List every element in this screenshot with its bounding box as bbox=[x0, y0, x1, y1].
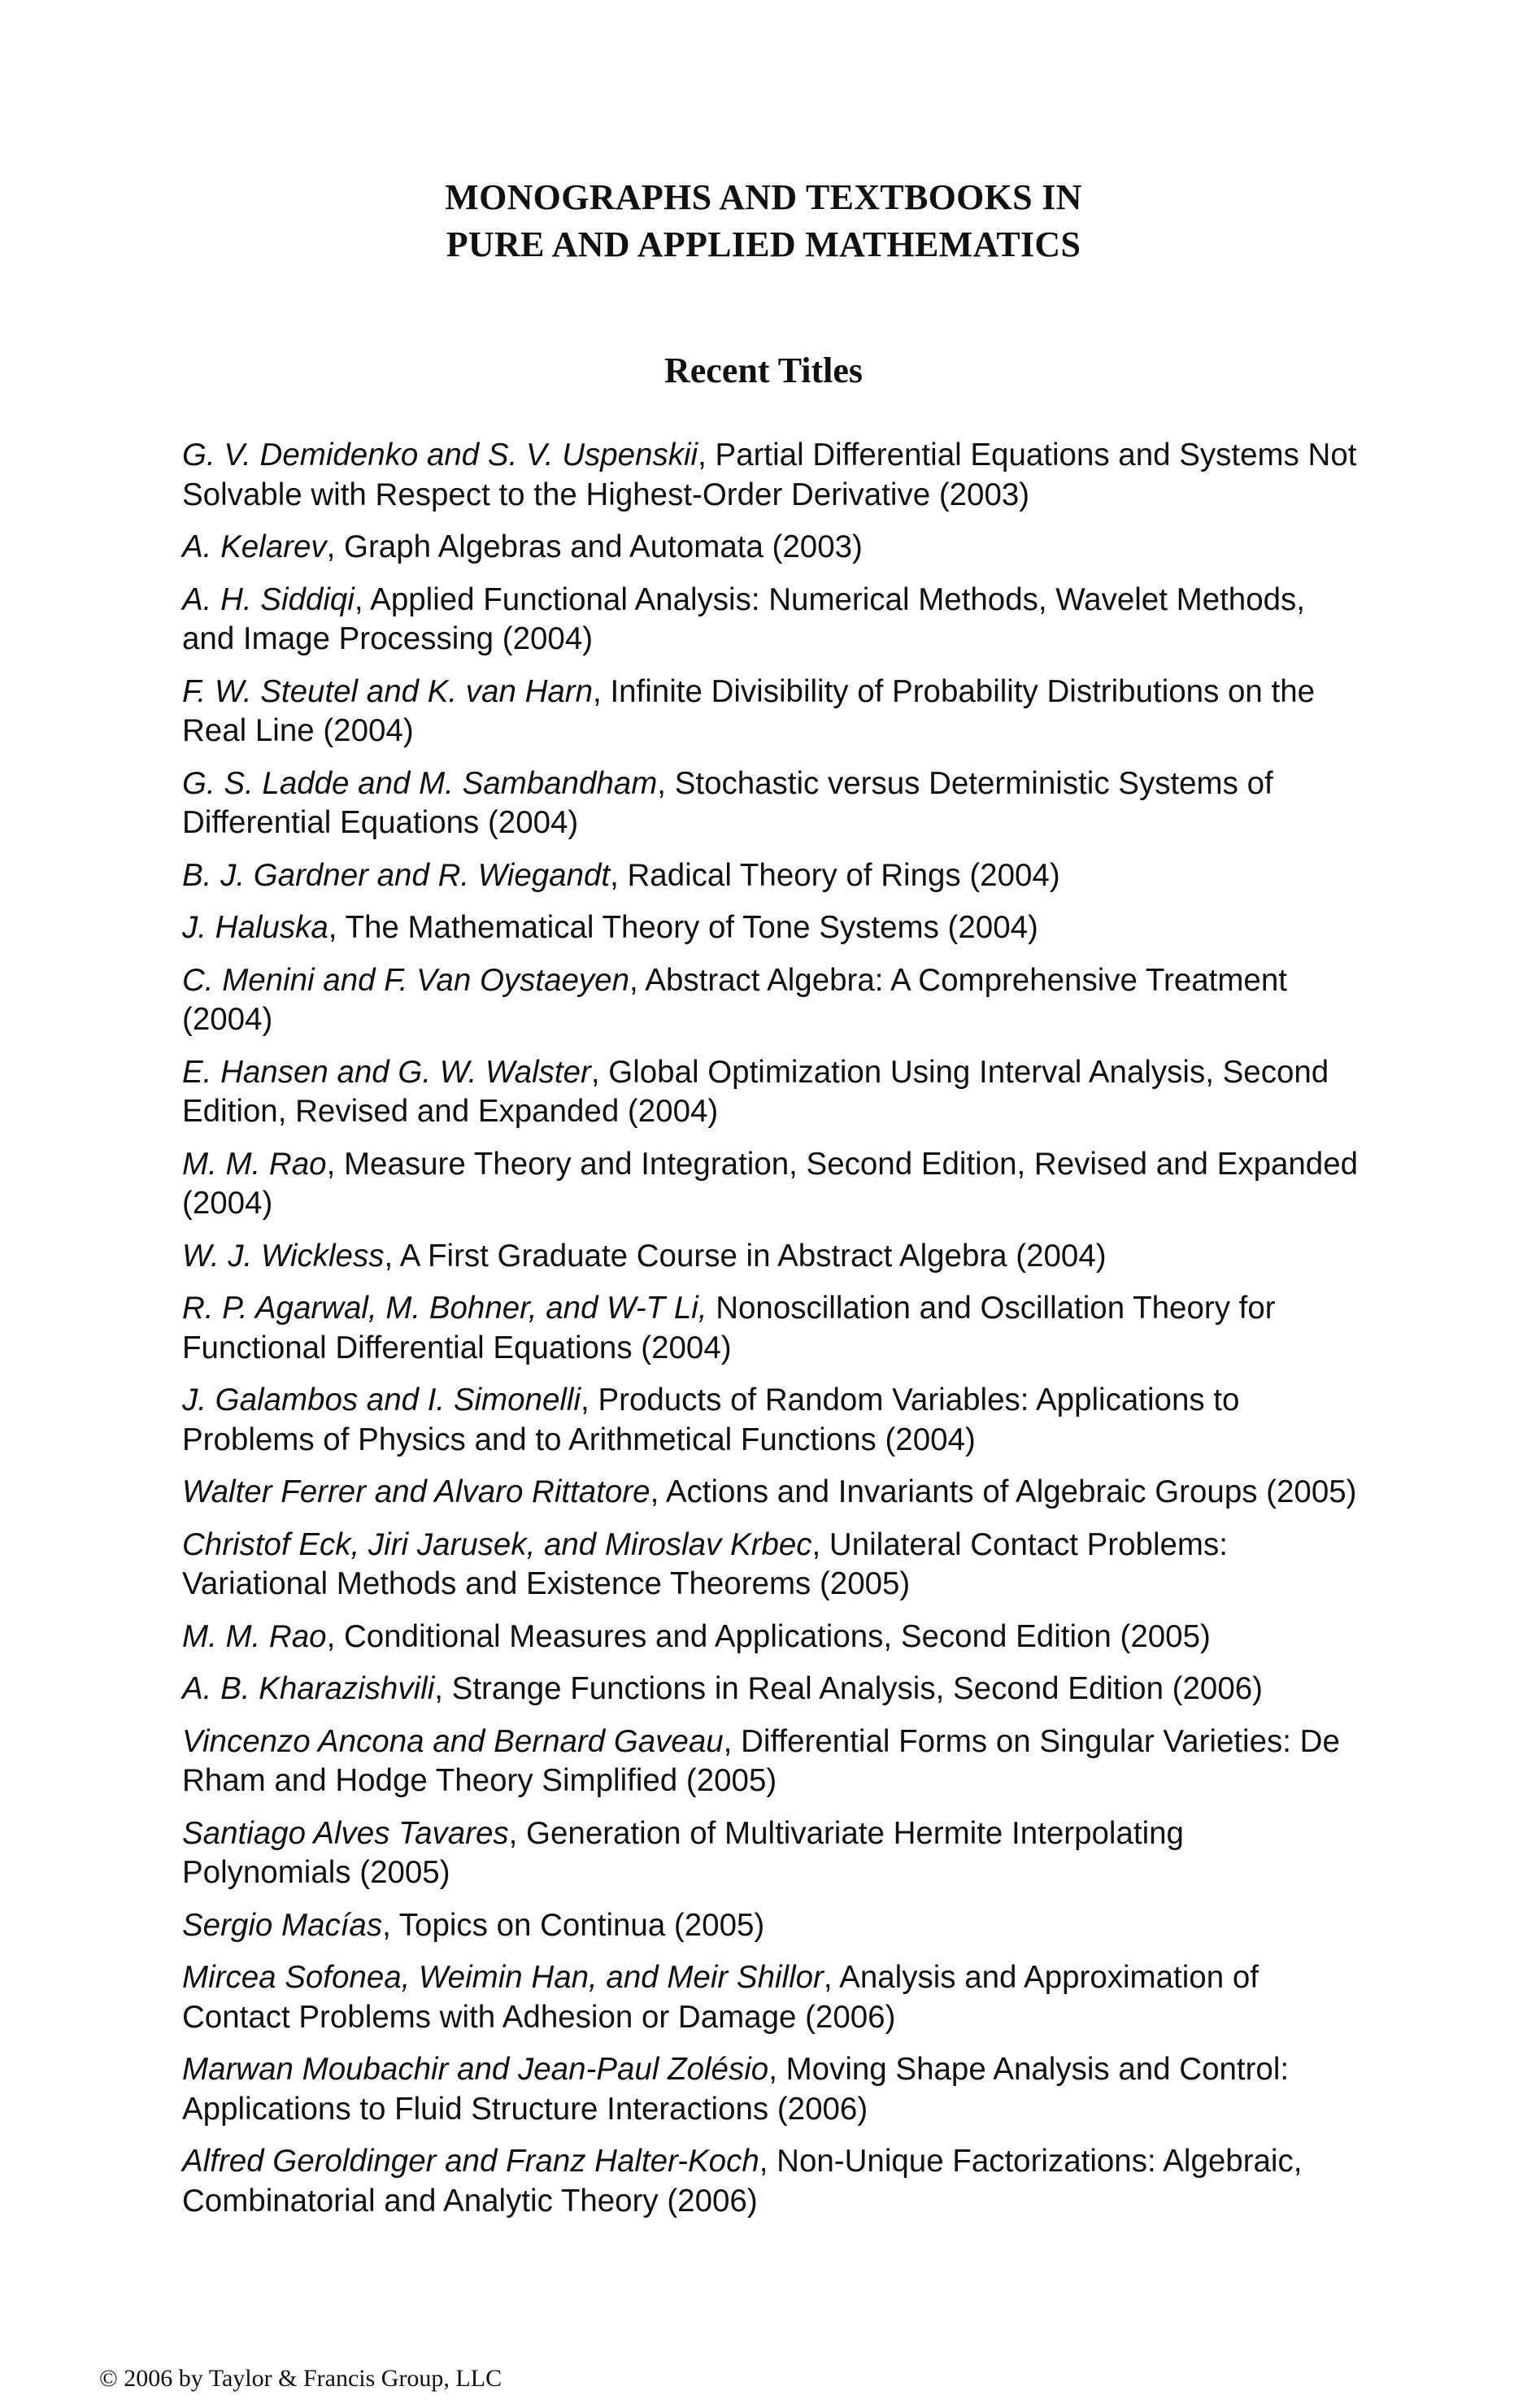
title-entry: E. Hansen and G. W. Walster, Global Optimization Using Interval Analysis, Second Edition, Revised and Expanded (2004) bbox=[182, 1054, 1329, 1129]
title-entry: W. J. Wickless, A First Graduate Course in Abstract Algebra (2004) bbox=[182, 1238, 1107, 1274]
entry-authors: R. P. Agarwal, M. Bohner, and W-T Li, bbox=[182, 1291, 707, 1326]
entry-authors: M. M. Rao bbox=[182, 1146, 327, 1182]
entry-title: Strange Functions in Real Analysis, Second Edition (2006) bbox=[451, 1671, 1263, 1706]
entry-title: Nonoscillation and Oscillation Theory for Functional Differential Equations (2004) bbox=[182, 1291, 1276, 1365]
entry-authors: Christof Eck, Jiri Jarusek, and Miroslav Krbec bbox=[182, 1526, 812, 1562]
entry-title: Applied Functional Analysis: Numerical Methods, Wavelet Methods, and Image Processing (2004) bbox=[182, 581, 1305, 656]
entry-title: Partial Differential Equations and Systems Not Solvable with Respect to the Highest-Order Derivative (2003) bbox=[182, 438, 1357, 512]
title-entry: Sergio Macías, Topics on Continua (2005) bbox=[182, 1907, 765, 1943]
entry-title: Conditional Measures and Applications, Second Edition (2005) bbox=[343, 1618, 1211, 1654]
entry-title: Analysis and Approximation of Contact Problems with Adhesion or Damage (2006) bbox=[182, 1960, 1259, 2035]
entry-authors: C. Menini and F. Van Oystaeyen bbox=[182, 962, 629, 998]
title-entry: A. H. Siddiqi, Applied Functional Analysis: Numerical Methods, Wavelet Methods, and Image Processing (2004) bbox=[182, 581, 1305, 656]
title-entry: J. Haluska, The Mathematical Theory of Tone Systems (2004) bbox=[182, 910, 1038, 945]
entry-title: Graph Algebras and Automata (2003) bbox=[344, 529, 863, 564]
entry-authors: E. Hansen and G. W. Walster bbox=[182, 1054, 591, 1090]
title-entry: G. S. Ladde and M. Sambandham, Stochastic versus Deterministic Systems of Differential Equations (2004) bbox=[182, 765, 1273, 840]
entry-authors: Sergio Macías bbox=[182, 1907, 383, 1943]
entry-authors: Vincenzo Ancona and Bernard Gaveau bbox=[182, 1723, 724, 1759]
entry-authors: J. Galambos and I. Simonelli bbox=[182, 1383, 581, 1417]
entry-title: Actions and Invariants of Algebraic Groups (2005) bbox=[665, 1474, 1357, 1509]
title-entry: C. Menini and F. Van Oystaeyen, Abstract Algebra: A Comprehensive Treatment (2004) bbox=[182, 962, 1287, 1037]
title-entry: Christof Eck, Jiri Jarusek, and Miroslav Krbec, Unilateral Contact Problems: Variational Methods and Existence Theorems (2005) bbox=[182, 1526, 1228, 1601]
entry-title: Differential Forms on Singular Varieties: De Rham and Hodge Theory Simplified (2005) bbox=[182, 1723, 1340, 1798]
title-entry: A. B. Kharazishvili, Strange Functions in Real Analysis, Second Edition (2006) bbox=[182, 1671, 1263, 1706]
title-entry bbox=[182, 1289, 1361, 1368]
title-entry: Alfred Geroldinger and Franz Halter-Koch, Non-Unique Factorizations: Algebraic, Combinatorial and Analytic Theory (2006) bbox=[182, 2144, 1303, 2219]
title-entry: Vincenzo Ancona and Bernard Gaveau, Differential Forms on Singular Varieties: De Rham and Hodge Theory Simplified (2005) bbox=[182, 1723, 1340, 1798]
recent-titles-list bbox=[182, 436, 1361, 2234]
entry-title: Unilateral Contact Problems: Variational Methods and Existence Theorems (2005) bbox=[182, 1526, 1228, 1601]
title-entry: M. M. Rao, Conditional Measures and Applications, Second Edition (2005) bbox=[182, 1618, 1211, 1654]
entry-authors: Alfred Geroldinger and Franz Halter-Koch bbox=[182, 2144, 759, 2179]
entry-authors: B. J. Gardner and R. Wiegandt bbox=[182, 857, 611, 893]
entry-title: Infinite Divisibility of Probability Distributions on the Real Line (2004) bbox=[182, 673, 1316, 748]
entry-authors: G. S. Ladde and M. Sambandham bbox=[182, 765, 658, 801]
entry-title: Radical Theory of Rings (2004) bbox=[627, 857, 1060, 893]
entry-title: Non-Unique Factorizations: Algebraic, Combinatorial and Analytic Theory (2006) bbox=[182, 2144, 1303, 2219]
series-title bbox=[0, 174, 1527, 268]
entry-authors: Marwan Moubachir and Jean-Paul Zolésio bbox=[182, 2052, 769, 2087]
title-entry: Mircea Sofonea, Weimin Han, and Meir Shillor, Analysis and Approximation of Contact Problems with Adhesion or Damage (2006) bbox=[182, 1960, 1259, 2035]
title-entry: Santiago Alves Tavares, Generation of Multivariate Hermite Interpolating Polynomials (2005) bbox=[182, 1815, 1184, 1890]
entry-title: Products of Random Variables: Applications to Problems of Physics and to Arithmetical Functions (2004) bbox=[182, 1383, 1240, 1457]
entry-authors: W. J. Wickless bbox=[182, 1238, 385, 1274]
entry-authors: A. B. Kharazishvili bbox=[182, 1671, 435, 1706]
entry-title: Stochastic versus Deterministic Systems of Differential Equations (2004) bbox=[182, 765, 1273, 840]
entry-authors: J. Haluska bbox=[182, 910, 328, 945]
title-entry: J. Galambos and I. Simonelli, Products of Random Variables: Applications to Problems of Physics and to Arithmetical Functions (2004) bbox=[182, 1383, 1240, 1457]
title-entry: G. V. Demidenko and S. V. Uspenskii, Partial Differential Equations and Systems Not Solvable with Respect to the Highest-Order Derivative (2003) bbox=[182, 438, 1357, 512]
entry-title: Moving Shape Analysis and Control: Applications to Fluid Structure Interactions (2006) bbox=[182, 2052, 1290, 2127]
entry-authors: F. W. Steutel and K. van Harn bbox=[182, 673, 594, 709]
entry-authors: A. Kelarev bbox=[182, 529, 327, 564]
entry-authors: Santiago Alves Tavares bbox=[182, 1815, 509, 1851]
entry-title: Global Optimization Using Interval Analysis, Second Edition, Revised and Expanded (2004) bbox=[182, 1054, 1329, 1129]
entry-authors: G. V. Demidenko and S. V. Uspenskii bbox=[182, 438, 698, 472]
title-entry: Walter Ferrer and Alvaro Rittatore, Actions and Invariants of Algebraic Groups (2005) bbox=[182, 1474, 1357, 1509]
series-title-line-1: MONOGRAPHS AND TEXTBOOKS IN bbox=[445, 177, 1082, 217]
entry-authors: Mircea Sofonea, Weimin Han, and Meir Shillor bbox=[182, 1960, 824, 1995]
series-title-line-2: PURE AND APPLIED MATHEMATICS bbox=[446, 224, 1081, 264]
title-entry: M. M. Rao, Measure Theory and Integration, Second Edition, Revised and Expanded (2004) bbox=[182, 1146, 1359, 1221]
entry-title: The Mathematical Theory of Tone Systems (2004) bbox=[345, 910, 1038, 945]
entry-title: Abstract Algebra: A Comprehensive Treatment (2004) bbox=[182, 962, 1287, 1037]
title-entry: B. J. Gardner and R. Wiegandt, Radical Theory of Rings (2004) bbox=[182, 857, 1060, 893]
section-heading: Recent Titles bbox=[664, 351, 863, 390]
title-entry: A. Kelarev, Graph Algebras and Automata (2003) bbox=[182, 529, 863, 564]
entry-authors: A. H. Siddiqi bbox=[182, 581, 355, 617]
copyright-notice: © 2006 by Taylor & Francis Group, LLC bbox=[99, 2365, 502, 2392]
title-entry: F. W. Steutel and K. van Harn, Infinite Divisibility of Probability Distributions on the Real Line (2004) bbox=[182, 673, 1316, 748]
entry-authors: Walter Ferrer and Alvaro Rittatore bbox=[182, 1474, 650, 1509]
title-entry: Marwan Moubachir and Jean-Paul Zolésio, Moving Shape Analysis and Control: Applications to Fluid Structure Interactions (2006) bbox=[182, 2052, 1290, 2127]
entry-authors: M. M. Rao bbox=[182, 1618, 327, 1654]
entry-title: Generation of Multivariate Hermite Interpolating Polynomials (2005) bbox=[182, 1815, 1184, 1890]
entry-title: Topics on Continua (2005) bbox=[398, 1907, 765, 1943]
entry-title: A First Graduate Course in Abstract Algebra (2004) bbox=[399, 1238, 1107, 1274]
entry-title: Measure Theory and Integration, Second Edition, Revised and Expanded (2004) bbox=[182, 1146, 1359, 1221]
